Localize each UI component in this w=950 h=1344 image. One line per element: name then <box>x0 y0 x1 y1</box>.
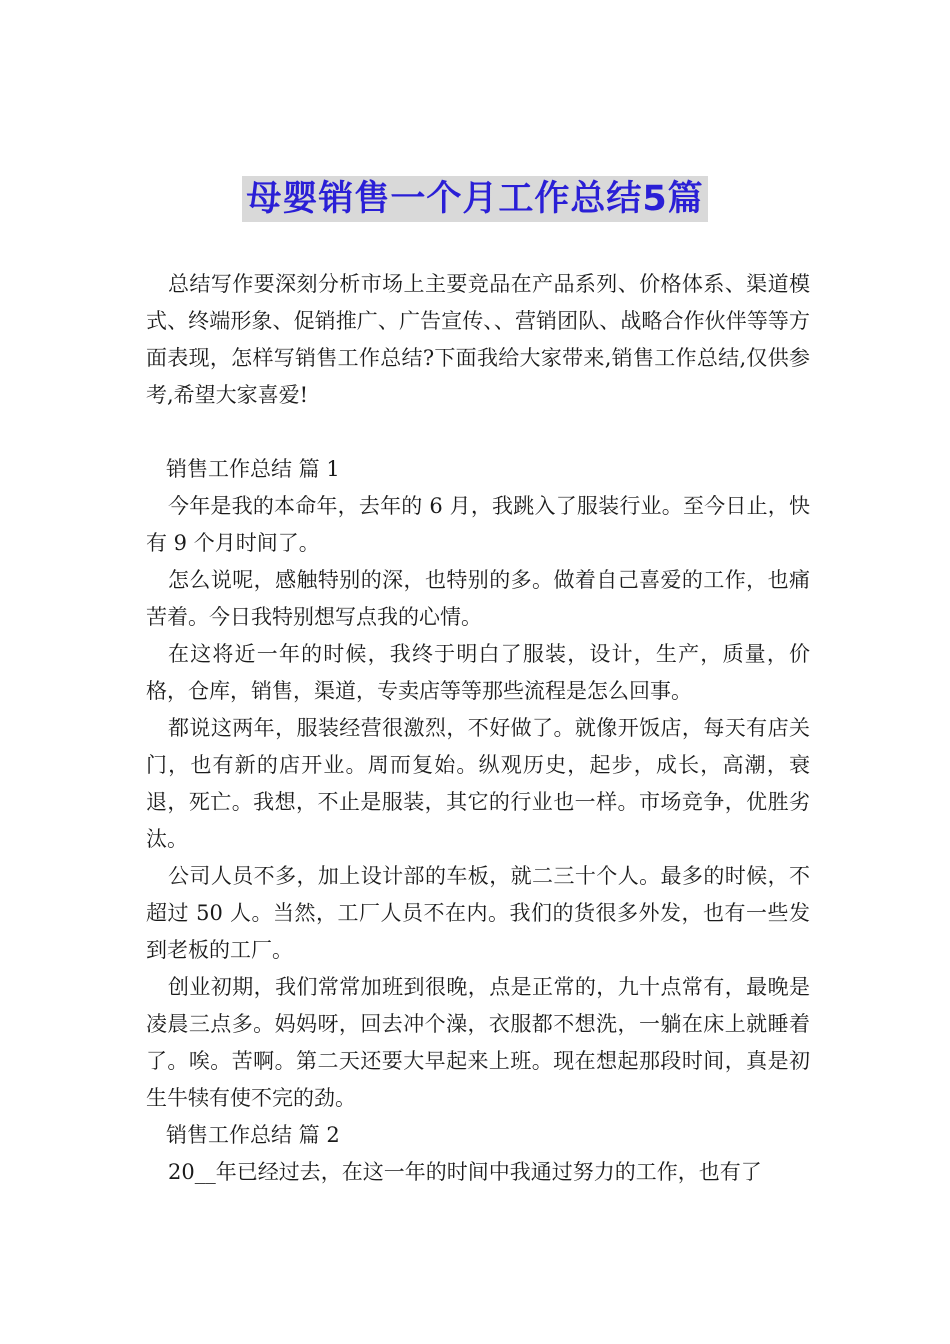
paragraph: 今年是我的本命年，去年的 6 月，我跳入了服装行业。至今日止，快有 9 个月时间了。 <box>146 494 810 555</box>
paragraph: 在这将近一年的时候，我终于明白了服装，设计，生产，质量，价格，仓库，销售，渠道，专卖店等等那些流程是怎么回事。 <box>146 642 810 703</box>
paragraph: 20__年已经过去，在这一年的时间中我通过努力的工作，也有了 <box>168 1160 762 1184</box>
section-heading: 销售工作总结 篇 2 <box>166 1123 340 1147</box>
title-container <box>0 176 950 222</box>
intro-paragraph: 总结写作要深刻分析市场上主要竞品在产品系列、价格体系、渠道模式、终端形象、促销推广、广告宣传、、营销团队、战略合作伙伴等等方面表现，怎样写销售工作总结?下面我给大家带来,销售工作总结,仅供参考,希望大家喜爱! <box>146 272 810 407</box>
paragraph: 公司人员不多，加上设计部的车板，就二三十个人。最多的时候，不超过 50 人。当然，工厂人员不在内。我们的货很多外发，也有一些发到老板的工厂。 <box>146 864 810 962</box>
document-body <box>146 266 810 1191</box>
paragraph: 都说这两年，服装经营很激烈，不好做了。就像开饭店，每天有店关门，也有新的店开业。周而复始。纵观历史，起步，成长，高潮，衰退，死亡。我想，不止是服装，其它的行业也一样。市场竞争，优胜劣汰。 <box>146 716 810 851</box>
section-heading: 销售工作总结 篇 1 <box>166 457 340 481</box>
paragraph: 创业初期，我们常常加班到很晚，点是正常的，九十点常有，最晚是凌晨三点多。妈妈呀，回去冲个澡，衣服都不想洗，一躺在床上就睡着了。唉。苦啊。第二天还要大早起来上班。现在想起那段时间，真是初生牛犊有使不完的劲。 <box>146 975 810 1110</box>
document-title: 母婴销售一个月工作总结5篇 <box>242 176 707 222</box>
paragraph: 怎么说呢，感触特别的深，也特别的多。做着自己喜爱的工作，也痛苦着。今日我特别想写点我的心情。 <box>146 568 810 629</box>
spacer <box>146 414 810 451</box>
